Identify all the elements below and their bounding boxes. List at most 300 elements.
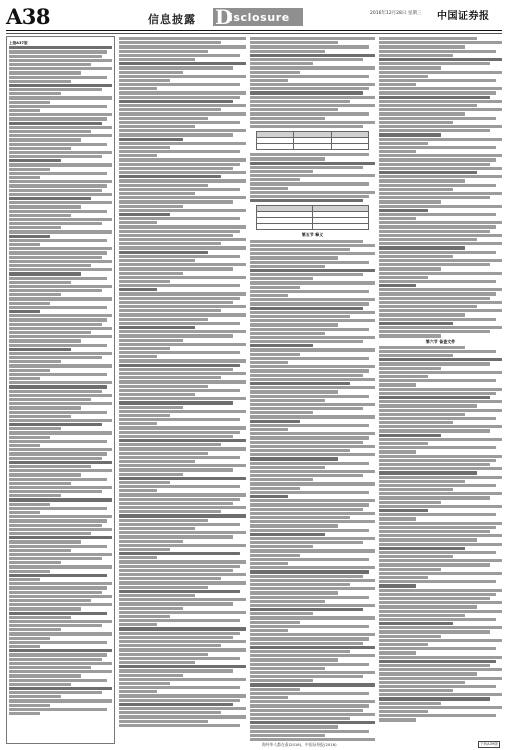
- text-line: [9, 549, 71, 552]
- text-line: [9, 536, 112, 539]
- text-line: [119, 213, 170, 216]
- text-line: [250, 424, 369, 427]
- text-line: [119, 297, 240, 300]
- text-line: [250, 302, 369, 305]
- dateline: 2016年12月28日 星期三: [370, 11, 422, 16]
- text-line: [379, 125, 502, 128]
- text-line: [379, 580, 496, 583]
- text-line: [250, 625, 369, 628]
- text-line: [379, 446, 496, 449]
- text-line: [9, 473, 81, 476]
- text-line: [9, 260, 112, 263]
- text-line: [119, 150, 240, 153]
- text-line: [119, 318, 208, 321]
- text-line: [250, 79, 288, 82]
- text-line: [9, 427, 61, 430]
- text-line: [9, 708, 107, 711]
- text-line: [119, 607, 183, 610]
- text-line: [119, 129, 246, 132]
- text-line: [9, 377, 40, 380]
- text-line: [379, 62, 490, 65]
- text-line: [9, 210, 107, 213]
- text-line: [9, 641, 107, 644]
- text-line: [119, 393, 195, 396]
- text-line: [119, 66, 233, 69]
- text-line: [250, 403, 375, 406]
- text-line: [250, 570, 369, 573]
- text-line: [119, 359, 246, 362]
- text-line: [119, 523, 240, 526]
- text-line: [379, 87, 502, 90]
- text-line: [119, 184, 208, 187]
- text-line: [9, 201, 112, 204]
- text-line: [250, 382, 350, 385]
- text-line: [379, 66, 441, 69]
- text-line: [9, 281, 71, 284]
- text-line: [379, 179, 465, 182]
- text-line: [250, 286, 300, 289]
- text-line: [379, 188, 453, 191]
- text-line: [9, 452, 107, 455]
- page-header: [0, 0, 508, 32]
- text-line: [379, 200, 441, 203]
- text-line: [250, 516, 350, 519]
- text-line: [250, 336, 375, 339]
- text-line: [119, 138, 183, 141]
- text-line: [119, 171, 246, 174]
- text-line: [9, 176, 40, 179]
- text-line: [379, 438, 502, 441]
- text-line: [250, 407, 363, 410]
- text-line: [119, 648, 246, 651]
- text-line: [9, 226, 61, 229]
- text-line: [250, 319, 375, 322]
- text-line: [119, 83, 240, 86]
- text-line: [379, 142, 428, 145]
- text-line: [250, 54, 375, 57]
- text-line: [379, 346, 465, 349]
- text-line: [379, 568, 441, 571]
- text-line: [250, 541, 363, 544]
- text-line: [119, 91, 246, 94]
- text-line: [379, 272, 502, 275]
- text-line: [250, 520, 375, 523]
- text-line: [379, 330, 490, 333]
- page-body: [6, 36, 502, 744]
- text-line: [250, 112, 369, 115]
- text-line: [119, 154, 157, 157]
- text-line: [379, 167, 502, 170]
- text-line: [250, 153, 369, 156]
- text-line: [119, 339, 183, 342]
- text-line: [9, 327, 112, 330]
- text-line: [379, 693, 502, 696]
- text-line: [119, 288, 157, 291]
- text-line: [250, 365, 375, 368]
- text-line: [119, 514, 246, 517]
- text-line: [9, 440, 107, 443]
- text-line: [119, 385, 208, 388]
- text-line: [250, 178, 300, 181]
- text-line: [379, 559, 502, 562]
- text-line: [379, 255, 453, 258]
- text-line: [250, 290, 369, 293]
- text-line: [379, 685, 496, 688]
- text-line: [9, 574, 107, 577]
- text-line: [119, 452, 208, 455]
- column-1-text: [9, 46, 112, 715]
- column-4-text-bottom: [379, 346, 502, 722]
- header-rule-thin: [6, 33, 502, 34]
- text-line: [9, 674, 81, 677]
- text-line: [250, 66, 375, 69]
- text-line: [119, 87, 157, 90]
- text-line: [250, 508, 363, 511]
- text-line: [379, 158, 496, 161]
- text-line: [379, 635, 441, 638]
- text-line: [119, 242, 221, 245]
- text-line: [9, 251, 107, 254]
- text-line: [9, 381, 112, 384]
- text-line: [9, 285, 112, 288]
- text-line: [250, 621, 300, 624]
- text-line: [119, 468, 233, 471]
- text-line: [119, 611, 246, 614]
- text-line: [250, 457, 338, 460]
- text-line: [9, 222, 102, 225]
- text-line: [119, 724, 240, 727]
- text-line: [9, 180, 112, 183]
- data-table: [256, 131, 369, 150]
- text-line: [119, 108, 221, 111]
- text-line: [119, 389, 240, 392]
- text-line: [379, 367, 441, 370]
- text-line: [250, 608, 363, 611]
- text-line: [379, 276, 428, 279]
- text-line: [119, 259, 195, 262]
- text-line: [379, 639, 502, 642]
- text-line: [250, 420, 300, 423]
- text-line: [379, 234, 502, 237]
- text-line: [250, 441, 363, 444]
- text-line: [250, 265, 325, 268]
- text-line: [379, 326, 502, 329]
- text-line: [119, 661, 195, 664]
- text-line: [250, 41, 338, 44]
- text-line: [250, 667, 325, 670]
- text-line: [119, 627, 246, 630]
- text-line: [379, 175, 502, 178]
- column-3-text-bottom: [250, 240, 375, 742]
- text-line: [119, 292, 246, 295]
- text-line: [250, 104, 375, 107]
- text-line: [250, 487, 300, 490]
- text-line: [379, 146, 496, 149]
- column-1: [6, 36, 115, 744]
- text-line: [119, 125, 195, 128]
- text-line: [119, 431, 240, 434]
- text-line: [119, 50, 208, 53]
- text-line: [9, 486, 112, 489]
- text-line: [379, 505, 502, 508]
- text-line: [379, 150, 416, 153]
- text-line: [119, 636, 233, 639]
- text-line: [119, 644, 221, 647]
- text-line: [379, 689, 453, 692]
- text-line: [379, 530, 490, 533]
- text-line: [379, 392, 496, 395]
- text-line: [119, 309, 221, 312]
- text-line: [9, 612, 107, 615]
- page-number: A38: [6, 4, 51, 29]
- text-line: [379, 656, 502, 659]
- text-line: [379, 517, 416, 520]
- text-line: [9, 390, 102, 393]
- text-line: [9, 159, 61, 162]
- text-line: [119, 62, 246, 65]
- text-line: [250, 50, 325, 53]
- text-line: [250, 415, 375, 418]
- text-line: [119, 276, 246, 279]
- text-line: [9, 465, 91, 468]
- text-line: [119, 485, 240, 488]
- text-line: [119, 380, 246, 383]
- text-line: [250, 466, 325, 469]
- text-line: [379, 630, 490, 633]
- text-line: [379, 242, 502, 245]
- text-line: [9, 683, 71, 686]
- text-line: [250, 495, 288, 498]
- text-line: [119, 502, 233, 505]
- text-line: [379, 350, 496, 353]
- text-line: [250, 637, 369, 640]
- text-line: [9, 578, 40, 581]
- text-line: [9, 524, 102, 527]
- text-line: [250, 87, 369, 90]
- text-line: [119, 188, 240, 191]
- text-line: [9, 519, 107, 522]
- text-line: [119, 37, 246, 40]
- text-line: [250, 199, 363, 202]
- text-line: [119, 615, 170, 618]
- text-line: [119, 313, 246, 316]
- text-line: [250, 529, 369, 532]
- text-line: [379, 459, 496, 462]
- text-line: [9, 138, 81, 141]
- text-line: [9, 402, 112, 405]
- text-line: [9, 155, 102, 158]
- text-line: [9, 193, 112, 196]
- text-line: [119, 100, 233, 103]
- section-heading-documents: 第六节 备查文件: [425, 338, 456, 344]
- text-line: [9, 314, 112, 317]
- text-line: [250, 58, 363, 61]
- text-line: [250, 294, 288, 297]
- text-line: [250, 100, 350, 103]
- text-line: [379, 133, 441, 136]
- text-line: [119, 544, 246, 547]
- text-line: [9, 411, 107, 414]
- text-line: [119, 460, 195, 463]
- masthead-logo: 中国证券报: [437, 11, 490, 22]
- text-line: [250, 315, 350, 318]
- text-line: [250, 658, 338, 661]
- text-line: [250, 96, 375, 99]
- text-line: [379, 205, 502, 208]
- text-line: [9, 189, 102, 192]
- text-line: [379, 41, 502, 44]
- text-line: [250, 307, 363, 310]
- text-line: [250, 348, 375, 351]
- text-line: [119, 401, 233, 404]
- text-line: [250, 596, 369, 599]
- text-line: [379, 425, 502, 428]
- text-line: [379, 313, 465, 316]
- text-line: [379, 184, 496, 187]
- text-line: [119, 406, 183, 409]
- text-line: [9, 147, 71, 150]
- column-2-text: [119, 37, 246, 727]
- text-line: [250, 121, 375, 124]
- text-line: [119, 720, 208, 723]
- text-line: [379, 267, 441, 270]
- text-line: [119, 347, 170, 350]
- text-line: [9, 172, 107, 175]
- text-line: [119, 200, 233, 203]
- text-line: [379, 221, 502, 224]
- text-line: [119, 669, 233, 672]
- text-line: [250, 491, 369, 494]
- text-line: [9, 59, 112, 62]
- text-line: [119, 175, 221, 178]
- text-line: [119, 146, 170, 149]
- text-line: [9, 494, 61, 497]
- text-line: [9, 364, 112, 367]
- text-line: [379, 622, 453, 625]
- text-line: [379, 714, 496, 717]
- text-line: [250, 353, 300, 356]
- text-line: [379, 117, 496, 120]
- text-line: [379, 388, 502, 391]
- text-line: [250, 524, 338, 527]
- text-line: [250, 323, 338, 326]
- text-line: [379, 121, 453, 124]
- text-line: [119, 234, 233, 237]
- text-line: [119, 665, 246, 668]
- text-line: [379, 280, 496, 283]
- text-line: [250, 700, 375, 703]
- text-line: [250, 269, 375, 272]
- text-line: [9, 352, 112, 355]
- text-line: [250, 244, 375, 247]
- text-line: [9, 461, 112, 464]
- continued-from-label: 上接A37版: [9, 40, 28, 45]
- text-line: [9, 243, 40, 246]
- text-line: [379, 354, 453, 357]
- text-line: [250, 545, 313, 548]
- text-line: [119, 158, 246, 161]
- text-line: [9, 704, 50, 707]
- text-line: [250, 537, 375, 540]
- text-line: [250, 261, 369, 264]
- text-line: [119, 41, 221, 44]
- text-line: [119, 556, 157, 559]
- text-line: [250, 125, 363, 128]
- text-line: [119, 284, 240, 287]
- text-line: [119, 422, 157, 425]
- text-line: [9, 113, 112, 116]
- text-line: [379, 358, 502, 361]
- text-line: [119, 117, 208, 120]
- text-line: [250, 704, 369, 707]
- text-line: [119, 397, 246, 400]
- text-line: [379, 396, 490, 399]
- text-line: [119, 96, 240, 99]
- text-line: [9, 339, 81, 342]
- text-line: [379, 647, 496, 650]
- text-line: [119, 560, 246, 563]
- text-line: [250, 713, 375, 716]
- text-line: [379, 618, 496, 621]
- text-line: [9, 498, 112, 501]
- text-line: [379, 534, 502, 537]
- text-line: [9, 691, 102, 694]
- text-line: [250, 386, 375, 389]
- text-line: [250, 629, 288, 632]
- text-line: [250, 721, 375, 724]
- text-line: [9, 662, 112, 665]
- text-line: [250, 256, 338, 259]
- text-line: [250, 663, 369, 666]
- text-line: [9, 628, 61, 631]
- text-line: [119, 368, 233, 371]
- text-line: [119, 632, 240, 635]
- text-line: [379, 104, 477, 107]
- text-line: [379, 50, 496, 53]
- text-line: [9, 134, 112, 137]
- text-line: [379, 417, 496, 420]
- text-line: [379, 230, 490, 233]
- text-line: [379, 710, 428, 713]
- text-line: [379, 672, 477, 675]
- text-line: [9, 511, 40, 514]
- text-line: [9, 415, 71, 418]
- text-line: [250, 378, 375, 381]
- text-line: [9, 293, 61, 296]
- text-line: [379, 154, 502, 157]
- text-line: [119, 653, 208, 656]
- text-line: [119, 703, 233, 706]
- text-line: [250, 191, 375, 194]
- text-line: [119, 435, 233, 438]
- text-line: [9, 92, 61, 95]
- text-line: [9, 637, 50, 640]
- text-line: [119, 167, 233, 170]
- text-line: [119, 225, 246, 228]
- text-line: [119, 715, 246, 718]
- text-line: [119, 640, 246, 643]
- text-line: [9, 398, 91, 401]
- section-heading-definitions: 第五节 释义: [301, 232, 324, 238]
- text-line: [119, 221, 157, 224]
- text-line: [9, 620, 112, 623]
- text-line: [250, 91, 363, 94]
- text-line: [119, 104, 246, 107]
- text-line: [379, 209, 428, 212]
- text-line: [119, 573, 246, 576]
- text-line: [379, 643, 428, 646]
- continued-on-label: 下转A39版: [480, 742, 498, 746]
